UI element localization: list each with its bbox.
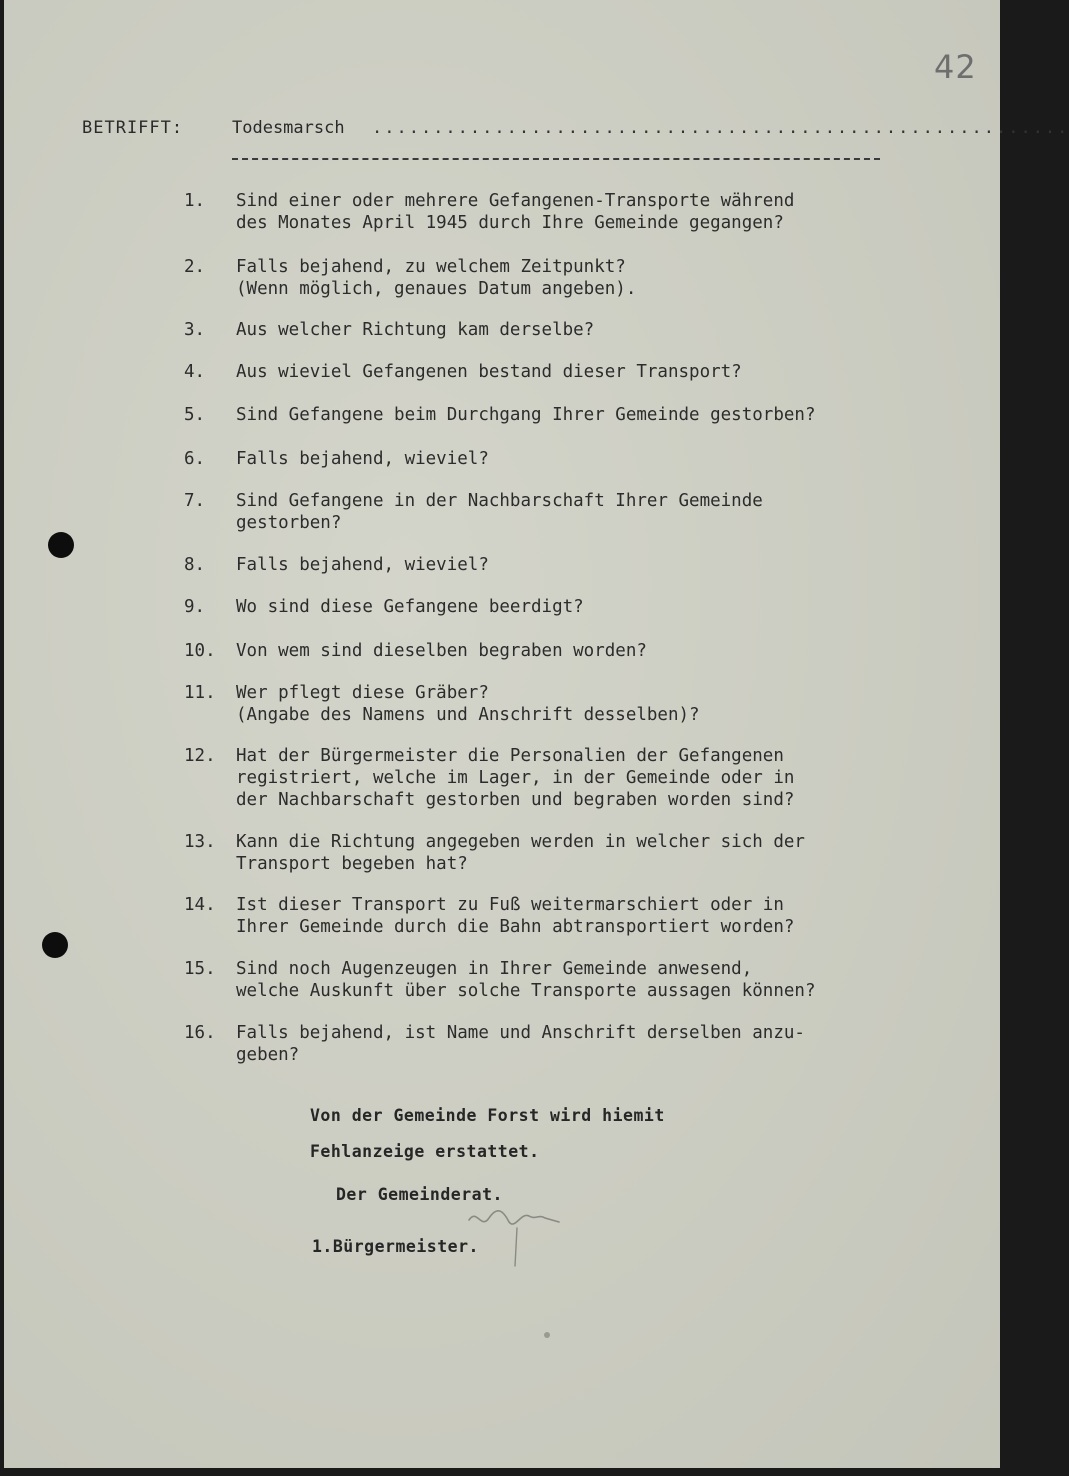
question-text: Aus wieviel Gefangenen bestand dieser Transport? [236,362,742,382]
punch-hole-upper [48,532,74,558]
question-text: Falls bejahend, wieviel? [236,555,489,575]
question-number: 1. [184,191,206,211]
document-page [4,0,1069,1468]
question-text: Falls bejahend, zu welchem Zeitpunkt? (Wenn möglich, genaues Datum angeben). [236,257,637,299]
subject-underline [232,158,880,160]
question-text: Von wem sind dieselben begraben worden? [236,641,647,661]
paper-speck [544,1332,550,1338]
question-text: Aus welcher Richtung kam derselbe? [236,320,595,340]
question-text: Sind einer oder mehrere Gefangenen-Transporte während des Monates April 1945 durch Ihre Gemeinde gegangen? [236,191,795,233]
question-text: Falls bejahend, wieviel? [236,449,489,469]
question-text: Kann die Richtung angegeben werden in welcher sich der Transport begeben hat? [236,832,805,874]
closing-line-1: Von der Gemeinde Forst wird hiemit [310,1106,665,1125]
punch-hole-lower [42,932,68,958]
closing-line-2: Fehlanzeige erstattet. [310,1142,540,1161]
question-text: Sind Gefangene beim Durchgang Ihrer Gemeinde gestorben? [236,405,816,425]
handwritten-signature [459,1200,579,1270]
question-text: Ist dieser Transport zu Fuß weitermarschiert oder in Ihrer Gemeinde durch die Bahn abtransportiert worden? [236,895,795,937]
subject-dot-leader: ......................................................... [372,118,1069,138]
council-signoff: Der Gemeinderat. [336,1185,503,1204]
question-text: Wer pflegt diese Gräber? (Angabe des Namens und Anschrift desselben)? [236,683,700,725]
mayor-signoff: 1.Bürgermeister. [312,1237,479,1256]
question-number: 13. [184,832,216,852]
question-number: 7. [184,491,206,511]
question-number: 8. [184,555,206,575]
question-number: 14. [184,895,216,915]
question-text: Sind noch Augenzeugen in Ihrer Gemeinde anwesend, welche Auskunft über solche Transporte aussagen können? [236,959,816,1001]
question-text: Wo sind diese Gefangene beerdigt? [236,597,584,617]
page-number: 42 [934,48,977,86]
question-number: 6. [184,449,206,469]
question-number: 9. [184,597,206,617]
subject-label: BETRIFFT: [82,118,184,138]
question-number: 3. [184,320,206,340]
question-number: 4. [184,362,206,382]
question-number: 10. [184,641,216,661]
question-number: 15. [184,959,216,979]
question-text: Hat der Bürgermeister die Personalien der Gefangenen registriert, welche im Lager, in der Gemeinde oder in der Nachbarschaft gestorben und begraben worden sind? [236,746,795,810]
question-number: 2. [184,257,206,277]
question-text: Sind Gefangene in der Nachbarschaft Ihrer Gemeinde gestorben? [236,491,763,533]
question-text: Falls bejahend, ist Name und Anschrift derselben anzu- geben? [236,1023,805,1065]
question-number: 5. [184,405,206,425]
question-number: 11. [184,683,216,703]
subject-value: Todesmarsch [232,118,345,138]
question-number: 16. [184,1023,216,1043]
question-number: 12. [184,746,216,766]
